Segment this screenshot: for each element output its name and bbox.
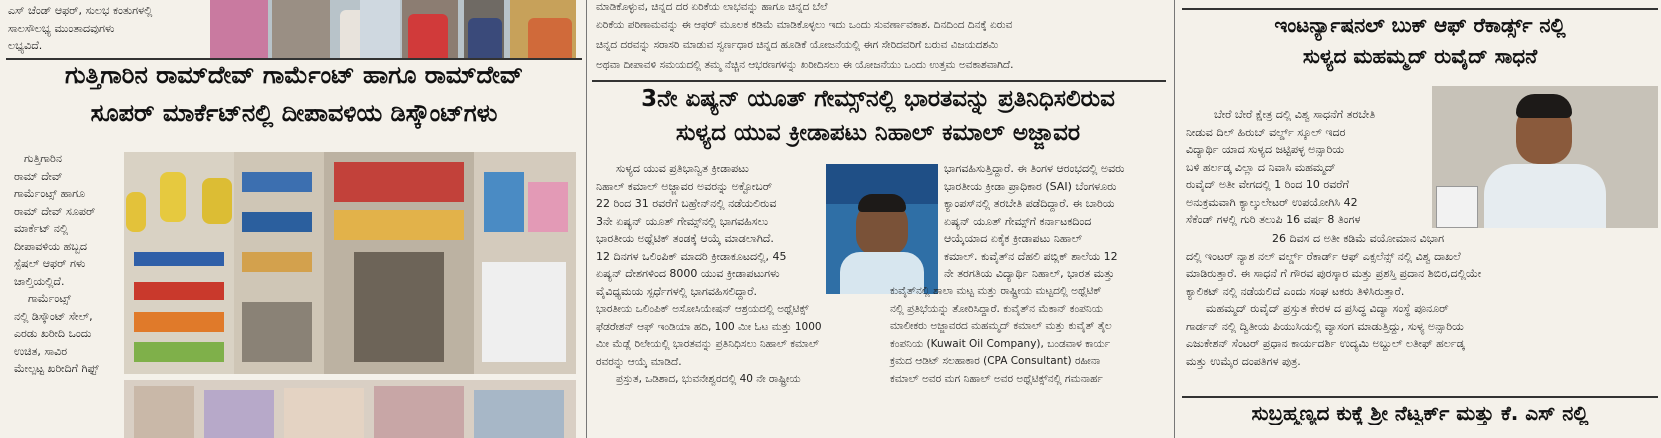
text-line: ಮತ್ತು ಉಮೈರ ದಂಪತಿಗಳ ಪುತ್ರ.: [1186, 354, 1301, 368]
text-line: ಭಾಗವಹಿಸುತ್ತಿದ್ದಾರೆ. ಈ ತಿಂಗಳ ಆರಂಭದಲ್ಲಿ ಅವರು: [944, 162, 1125, 175]
text-line: ಚಿನ್ನದ ದರವನ್ನು ಸರಾಸರಿ ಮಾಡುವ ಸ್ವರ್ಣಧಾರ ಚಿನ್ನದ ಹೂಡಿಕೆ ಯೋಜನೆಯಲ್ಲಿ ಈಗ ಸೇರಿದವರಿಗೆ ಬರುವ ವಿಜಯದಶಮಿ: [596, 39, 999, 51]
text-line: ಮಾಲೀಕರು ಅಜ್ಜಾವರದ ಮಹಮ್ಮದ್ ಕಮಾಲ್ ಮತ್ತು ಕುವೈತ್ ತೈಲ: [890, 320, 1112, 332]
left-top-paragraph: [8, 0, 208, 55]
text-line: ಭಾರತೀಯ ಕ್ರೀಡಾ ಪ್ರಾಧಿಕಾರ (SAI) ಬೆಂಗಳೂರು: [944, 179, 1117, 193]
text-line: ಕಮಾಲ್ ಅವರ ಮಗ ನಿಹಾಲ್ ಅವರ ಅಥ್ಲೆಟಿಕ್ಸ್‌ನಲ್ಲಿ ಗಮನಾರ್ಹ: [890, 372, 1103, 385]
rule: [6, 58, 582, 60]
text-line: ಎಜುಕೇಶನ್ ಸೆಂಟರ್ ಪ್ರಧಾನ ಕಾರ್ಯದರ್ಶಿ ಉದ್ಯಮಿ ಅಬ್ದುಲ್ ಲತೀಫ್ ಹರ್ಲಡ್ಕ: [1186, 337, 1465, 350]
text-line: ರವರನ್ನು ಆಯ್ಕೆ ಮಾಡಿದೆ.: [596, 355, 682, 368]
middle-top-paragraph: [596, 0, 1156, 75]
rule: [1182, 396, 1658, 398]
text-line: ಗಾರ್ಮೆಂಟ್ಸ್: [28, 292, 72, 305]
column-divider: [1174, 0, 1175, 438]
text-line: ಎಸ್ ಚೆಂಡ್ ಆಫರ್, ಸುಲಭ ಕಂತುಗಳಲ್ಲಿ: [8, 4, 153, 17]
text-line: ಚಾಲ್ತಿಯಲ್ಲಿದೆ.: [14, 274, 65, 288]
middle-headline: [590, 86, 1166, 147]
right-headline: [1180, 14, 1660, 68]
text-line: ಏರಿಕೆಯ ಪರಿಣಾಮವನ್ನು ಈ ಆಫರ್ ಮೂಲಕ ಕಡಿಮೆ ಮಾಡಿಕೊಳ್ಳಲು ಇದು ಒಂದು ಸುವರ್ಣಾವಕಾಶ. ದಿನದಿಂದ ದಿನಕ್ಕೆ ಏರುವ: [596, 19, 1013, 31]
rule: [1182, 8, 1658, 10]
text-line: ಕ್ಯಾಂಪಸ್‌ನಲ್ಲಿ ತರಬೇತಿ ಪಡೆದಿದ್ದಾರೆ. ಈ ಬಾರಿಯ: [944, 197, 1115, 210]
headline-line: ಸುಳ್ಯದ ಮಹಮ್ಮದ್ ರುವೈದ್ ಸಾಧನೆ: [1302, 44, 1538, 68]
text-line: ಸಾಲಸೌಲಭ್ಯ ಮುಂತಾದವುಗಳು: [8, 21, 115, 35]
text-line: ಮೀ ಮೆಡ್ಲೆ ರಿಲೇಯಲ್ಲಿ ಭಾರತವನ್ನು ಪ್ರತಿನಿಧಿಸಲು ನಿಹಾಲ್ ಕಮಾಲ್: [596, 338, 819, 350]
text-line: ನೇ ತರಗತಿಯ ವಿದ್ಯಾರ್ಥಿ ನಿಹಾಲ್, ಭಾರತ ಮತ್ತು: [944, 267, 1115, 280]
middle-article-col2-wide: [890, 283, 1170, 388]
text-line: ಕುವೈತ್‌ನಲ್ಲಿ ಶಾಲಾ ಮಟ್ಟ ಮತ್ತು ರಾಷ್ಟ್ರೀಯ ಮಟ್ಟದಲ್ಲಿ ಅಥ್ಲೆಟಿಕ್: [890, 285, 1102, 297]
text-line: ವೈವಿಧ್ಯಮಯ ಸ್ಪರ್ಧೆಗಳಲ್ಲಿ ಭಾಗವಹಿಸಲಿದ್ದಾರೆ.: [596, 284, 758, 298]
right-body-wide: [1186, 230, 1656, 370]
text-line: ಮಾಡಿಕೊಳ್ಳುವ, ಚಿನ್ನದ ದರ ಏರಿಕೆಯ ಲಾಭವನ್ನು ಹಾಗೂ ಚಿನ್ನದ ಬೆಲೆ: [596, 1, 828, 13]
left-body: [14, 150, 124, 378]
athlete-photo: [826, 164, 938, 294]
text-line: ಬಳಿ ಹರ್ಲಡ್ಕ ವಿಲ್ಲಾ ದ ನಿವಾಸಿ ಮಹಮ್ಮದ್: [1186, 160, 1336, 174]
text-line: ರಾಮ್ ದೇವ್: [14, 169, 63, 183]
text-line: ನಿಹಾಲ್ ಕಮಾಲ್ ಅಜ್ಜಾವರ ಅವರನ್ನು ಅಕ್ಟೋಬರ್: [596, 179, 773, 193]
headline-line: ಗುತ್ತಿಗಾರಿನ ರಾಮ್‌ದೇವ್ ಗಾರ್ಮೆಂಟ್ ಹಾಗೂ ರಾಮ್‌ದೇವ್: [64, 61, 524, 89]
text-line: ಮಹಮ್ಮದ್ ರುವೈದ್ ಪ್ರಸ್ತುತ ಕೇರಳ ದ ಪ್ರಸಿದ್ಧ ವಿದ್ಯಾ ಸಂಸ್ಥೆ ಪೂನೂರ್: [1206, 302, 1449, 315]
text-line: ಕ್ಯಾಲಿಕಟ್ ನಲ್ಲಿ ನಡೆಯಲಿದೆ ಎಂದು ಸಂಘ ಟಕರು ತಿಳಿಸಿರುತ್ತಾರೆ.: [1186, 284, 1405, 298]
text-line: ಸುಳ್ಯದ ಯುವ ಪ್ರತಿಭಾನ್ವಿತ ಕ್ರೀಡಾಪಟು: [616, 162, 749, 175]
text-line: ದಲ್ಲಿ ಇಂಟರ್ ನ್ಯಾಶ ನಲ್ ವರ್ಲ್ಡ್ ರೆಕಾರ್ಡ್ ಆಫ್ ಎಕ್ಸಲೆನ್ಸ್ ನಲ್ಲಿ ವಿಶ್ವ ದಾಖಲೆ: [1186, 249, 1461, 263]
middle-article-col1b: [596, 301, 886, 389]
text-line: ಬೇರೆ ಬೇರೆ ಕ್ಷೇತ್ರ ದಲ್ಲಿ ವಿಶ್ವ ಸಾಧನೆಗೆ ತರಬೇತಿ: [1214, 108, 1376, 121]
supermarket-photo: [124, 152, 576, 374]
right-bottom-headline: [1180, 402, 1660, 425]
left-headline: [6, 62, 582, 127]
text-line: ಅಥವಾ ದೀಪಾವಳಿ ಸಮಯದಲ್ಲಿ ತಮ್ಮ ನೆಚ್ಚಿನ ಆಭರಣಗಳನ್ನು ಖರೀದಿಸಲು ಈ ಯೋಜನೆಯು ಒಂದು ಉತ್ತಮ ಅವಕಾಶವಾಗಿದೆ.: [596, 59, 1014, 71]
text-line: ಭಾರತೀಯ ಒಲಿಂಪಿಕ್ ಅಸೋಸಿಯೇಷನ್ ಆಶ್ರಯದಲ್ಲಿ ಅಥ್ಲೆಟಿಕ್ಸ್: [596, 303, 809, 315]
text-line: ಉಚಿತ, ಸಾವಿರ: [14, 344, 68, 358]
text-line: ಆಯ್ಕೆಯಾದ ಏಕೈಕ ಕ್ರೀಡಾಪಟು ನಿಹಾಲ್: [944, 232, 1083, 245]
text-line: 26 ದಿವಸ ದ ಅತೀ ಕಡಿಮೆ ವಯೋಮಾನ ವಿಭಾಗ: [1272, 232, 1445, 245]
text-line: ಏಷ್ಯನ್ ಯೂತ್ ಗೇಮ್ಸ್‌ಗೆ ಕರ್ನಾಟಕದಿಂದ: [944, 214, 1092, 228]
text-line: ಮೇಲ್ಪಟ್ಟ ಖರೀದಿಗೆ ಗಿಫ್ಟ್: [14, 362, 99, 375]
text-line: ಪ್ರಸ್ತುತ, ಒಡಿಶಾದ, ಭುವನೇಶ್ವರದಲ್ಲಿ 40 ನೇ ರಾಷ್ಟ್ರೀಯ: [616, 373, 801, 385]
right-body: [1186, 106, 1432, 229]
text-line: ರಾಮ್ ದೇವ್ ಸೂಪರ್: [14, 204, 96, 218]
text-line: ನಲ್ಲಿ ಡಿಸ್ಕೌಂಟ್ ಸೇಲ್,: [14, 309, 93, 323]
text-line: ಸ್ಪೆಷಲ್ ಆಫರ್ ಗಳು: [14, 257, 86, 270]
text-line: ಗಾರ್ಮೆಂಟ್ಸ್ ಹಾಗೂ: [14, 187, 86, 200]
text-line: ಕ್ರಮದ ಆಡಿಟ್ ಸಲಹಾಕಾರ (CPA Consultant) ರಹೀನಾ: [890, 355, 1101, 367]
text-line: ಮಾರ್ಕೆಟ್ ನಲ್ಲಿ: [14, 222, 69, 235]
text-line: ಎರಡು ಖರೀದಿ ಒಂದು: [14, 327, 92, 340]
headline-line: ಸುಬ್ರಹ್ಮಣ್ಯದ ಕುಕ್ಕೆ ಶ್ರೀ ನೆಟ್ವರ್ಕ್ ಮತ್ತು ಕೆ. ಎಸ್ ನಲ್ಲಿ: [1251, 402, 1589, 425]
text-line: ಅನುಕ್ರಮವಾಗಿ ಕ್ಯಾಲ್ಕುಲೇಟರ್ ಉಪಯೋಗಿಸಿ 42: [1186, 195, 1358, 209]
headline-line: ಸೂಪರ್ ಮಾರ್ಕೆಟ್‌ನಲ್ಲಿ ದೀಪಾವಳಿಯ ಡಿಸ್ಕೌಂಟ್‌ಗಳು: [90, 98, 498, 127]
text-line: ಫೆಡರೇಶನ್ ಆಫ್ ಇಂಡಿಯಾ ಹದಿ, 100 ಮೀ ಓಟ ಮತ್ತು 1000: [596, 320, 822, 333]
text-line: ವಿದ್ಯಾರ್ಥಿ ಯಾದ ಸುಳ್ಯದ ಜಟ್ಟಿಪಳ್ಳ ಅನ್ಸಾರಿಯ: [1186, 143, 1345, 156]
text-line: ಕಂಪನಿಯ (Kuwait Oil Company), ಬಂಡವಾಳ ಕಾರ್ಯ: [890, 337, 1111, 350]
student-photo: [1432, 86, 1658, 228]
garments-photo: [124, 380, 576, 438]
text-line: ಭಾರತೀಯ ಅಥ್ಲೆಟಿಕ್ ತಂಡಕ್ಕೆ ಆಯ್ಕೆ ಮಾಡಲಾಗಿದೆ.: [596, 232, 774, 245]
text-line: ನೀಡುವ ದಿಲ್ ಹಿರುಬ್ ವರ್ಲ್ಡ್ ಸ್ಕೂಲ್ ಇದರ: [1186, 125, 1346, 139]
text-line: ಗುತ್ತಿಗಾರಿನ: [24, 152, 62, 165]
headline-line: ಸುಳ್ಯದ ಯುವ ಕ್ರೀಡಾಪಟು ನಿಹಾಲ್ ಕಮಾಲ್ ಅಜ್ಜಾವರ: [675, 120, 1081, 147]
text-line: 3ನೇ ಏಷ್ಯನ್ ಯೂತ್ ಗೇಮ್ಸ್‌ನಲ್ಲಿ ಭಾಗವಹಿಸಲು: [596, 214, 769, 228]
text-line: ನಲ್ಲಿ ಪ್ರತಿಭೆಯನ್ನು ತೋರಿಸಿದ್ದಾರೆ. ಕುವೈತ್‌ನ ಮೆಕಾನ್ ಕಂಪನಿಯ: [890, 302, 1103, 315]
text-line: ಲಭ್ಯವಿದೆ.: [8, 39, 43, 52]
headline-line: ಇಂಟರ್ನ್ಯಾಷನಲ್ ಬುಕ್ ಆಫ್ ರೆಕಾರ್ಡ್ಸ್ ನಲ್ಲಿ: [1274, 13, 1566, 37]
column-divider: [586, 0, 587, 438]
text-line: ಕಮಾಲ್. ಕುವೈತ್‌ನ ದೆಹಲಿ ಪಬ್ಲಿಕ್ ಶಾಲೆಯ 12: [944, 249, 1118, 263]
middle-article-col2: [944, 160, 1170, 283]
text-line: ಗಾರ್ಡನ್ ನಲ್ಲಿ ದ್ವಿತೀಯ ಪಿಯುಸಿಯಲ್ಲಿ ವ್ಯಾಸಂಗ ಮಾಡುತ್ತಿದ್ದು, ಸುಳ್ಯ ಅನ್ಸಾರಿಯ: [1186, 319, 1464, 333]
text-line: ರುವೈದ್ ಅತೀ ವೇಗದಲ್ಲಿ 1 ರಿಂದ 10 ರವರೆಗೆ: [1186, 178, 1349, 191]
text-line: ಸೆಕೆಂಡ್ ಗಳಲ್ಲಿ ಗುರಿ ತಲುಪಿ 16 ವರ್ಷ 8 ತಿಂಗಳ: [1186, 213, 1361, 226]
store-staff-photo: [210, 0, 576, 58]
text-line: 12 ದಿನಗಳ ಒಲಿಂಪಿಕ್ ಮಾದರಿ ಕ್ರೀಡಾಕೂಟದಲ್ಲಿ, 45: [596, 249, 787, 263]
rule: [592, 80, 1166, 82]
text-line: ಏಷ್ಯನ್ ದೇಶಗಳಿಂದ 8000 ಯುವ ಕ್ರೀಡಾಪಟುಗಳು: [596, 267, 780, 280]
text-line: 22 ರಿಂದ 31 ರವರೆಗೆ ಬಹ್ರೇನ್‌ನಲ್ಲಿ ನಡೆಯಲಿರುವ: [596, 197, 777, 210]
middle-article-col1: [596, 160, 822, 300]
text-line: ಮಾಡಿರುತ್ತಾರೆ. ಈ ಸಾಧನೆ ಗೆ ಗೌರವ ಪುರಸ್ಕಾರ ಮತ್ತು ಪ್ರಶಸ್ತಿ ಪ್ರದಾನ ಶಿಬಿರ,ದಲ್ಲಿಯೇ: [1186, 267, 1482, 280]
text-line: ದೀಪಾವಳಿಯ ಹಬ್ಬದ: [14, 239, 87, 253]
headline-line: 3ನೇ ಏಷ್ಯನ್ ಯೂತ್ ಗೇಮ್ಸ್‌ನಲ್ಲಿ ಭಾರತವನ್ನು ಪ್ರತಿನಿಧಿಸಲಿರುವ: [641, 86, 1115, 112]
